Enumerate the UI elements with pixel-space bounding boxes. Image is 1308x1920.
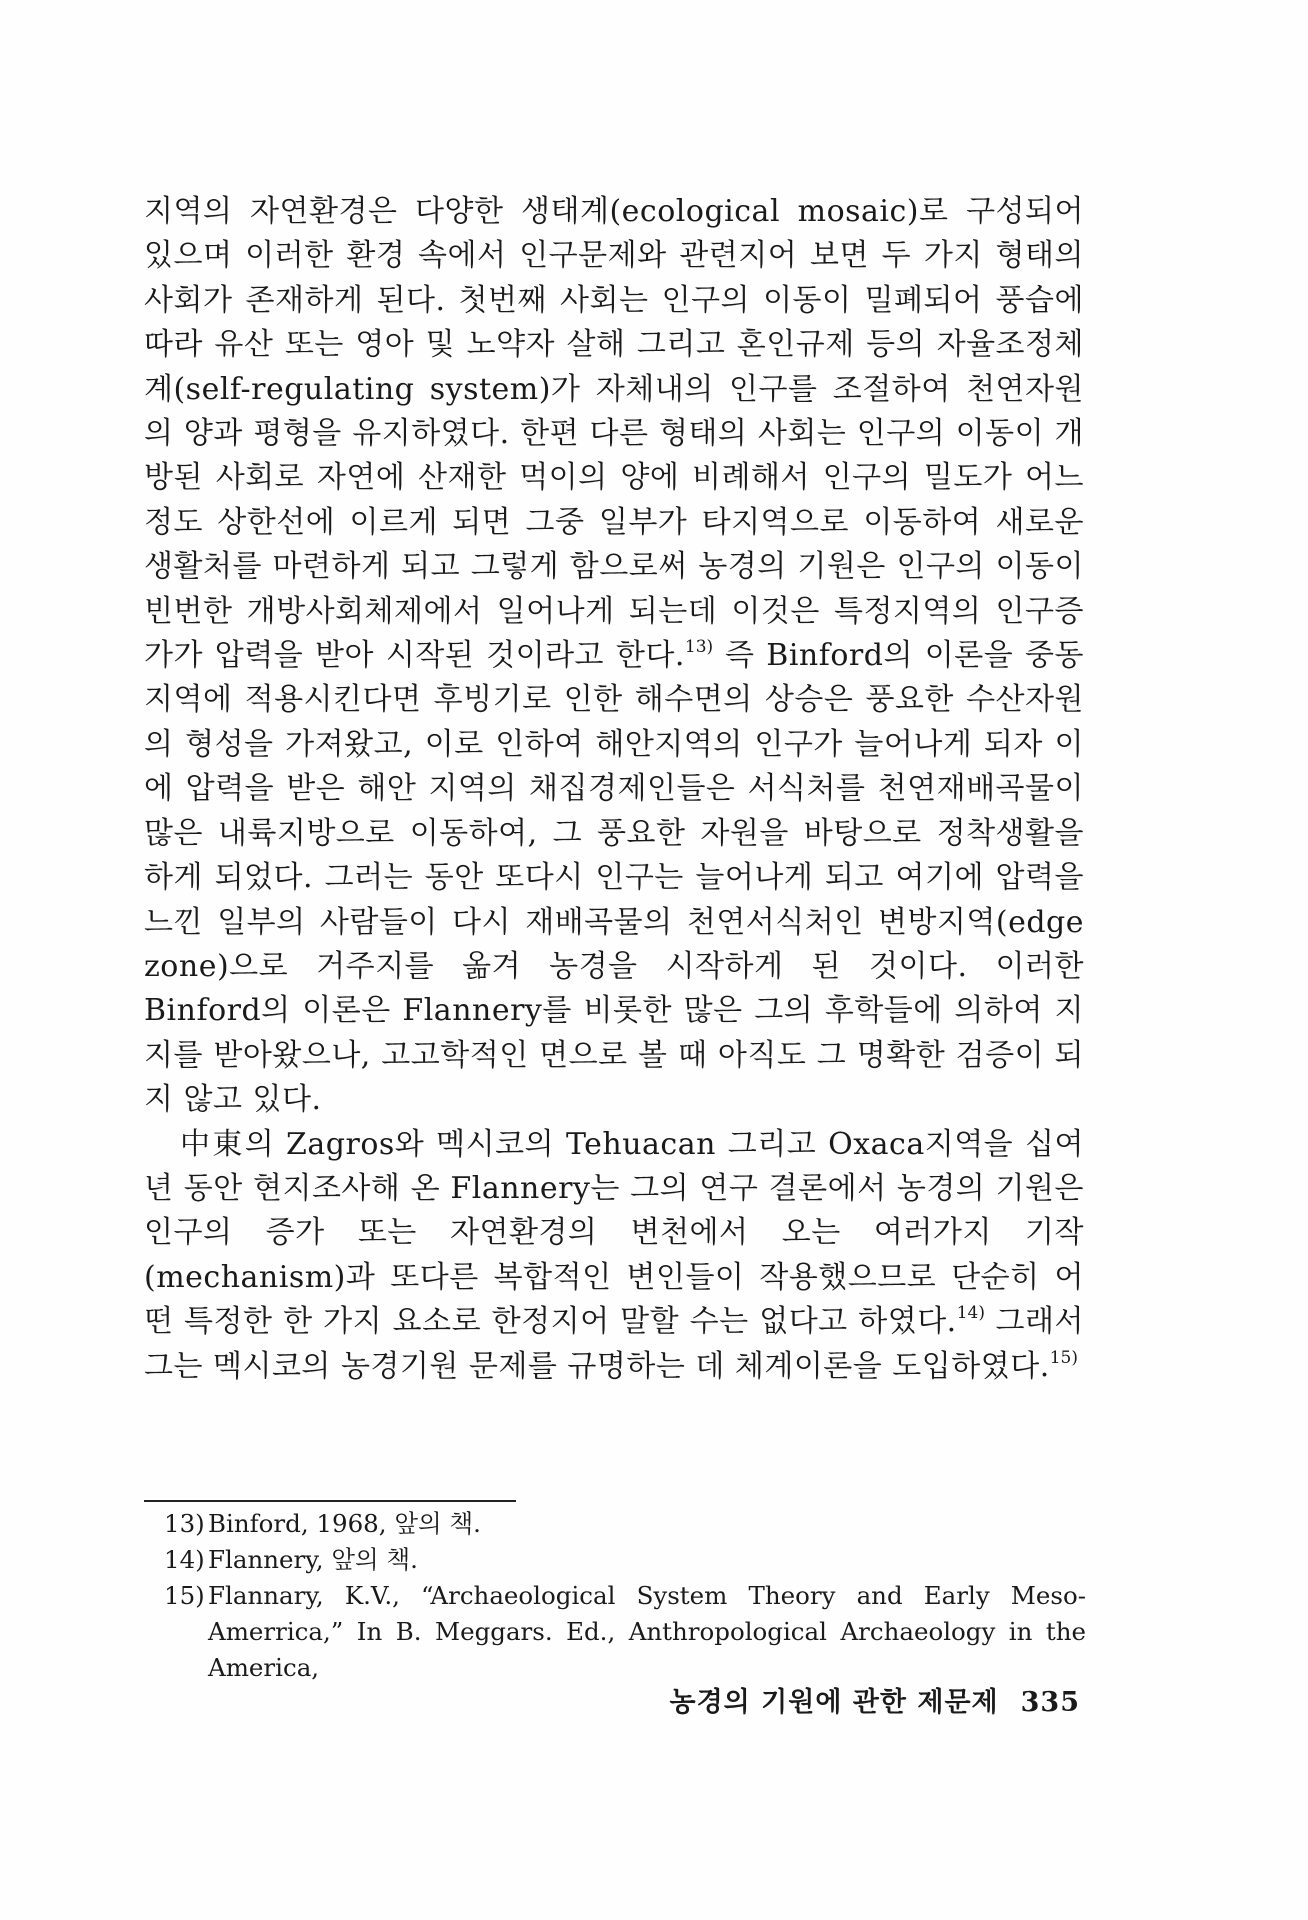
paragraph-1-text: 지역의 자연환경은 다양한 생태계(ecological mosaic)로 구성되어 있으며 이러한 환경 속에서 인구문제와 관련지어 보면 두 가지 형태의 사회가 존재하게 된다. 첫번째 사회는 인구의 이동이 밀폐되어 풍습에 따라 유산 또는 영아 및 노약자 살해 그리고 혼인규제 등의 자율조정체계(self-regulating system)가 자체내의 인구를 조절하여 천연자원의 양과 평형을 유지하였다. 한편 다른 형태의 사회는 인구의 이동이 개방된 사회로 자연에 산재한 먹이의 양에 비례해서 인구의 밀도가 어느 정도 상한선에 이르게 되면 그중 일부가 타지역으로 이동하여 새로운 생활처를 마련하게 되고 그렇게 함으로써 농경의 기원은 인구의 이동이 빈번한 개방사회체제에서 일어나게 되는데 이것은 특정지역의 인구증가가 압력을 받아 시작된 것이라고 한다. [144, 194, 1084, 674]
footnote-ref-13[interactable]: 13) [684, 637, 714, 658]
footnote-number: 14) [164, 1545, 205, 1574]
footnotes [164, 1506, 1086, 1686]
paragraph-1-text-cont: 즉 Binford의 이론을 중동지역에 적용시킨다면 후빙기로 인한 해수면의 상승은 풍요한 수산자원의 형성을 가져왔고, 이로 인하여 해안지역의 인구가 늘어나게 되자 이에 압력을 받은 해안 지역의 채집경제인들은 서식처를 천연재배곡물이 많은 내륙지방으로 이동하여, 그 풍요한 자원을 바탕으로 정착생활을 하게 되었다. 그러는 동안 또다시 인구는 늘어나게 되고 여기에 압력을 느낀 일부의 사람들이 다시 재배곡물의 천연서식처인 변방지역(edge zone)으로 거주지를 옮겨 농경을 시작하게 된 것이다. 이러한 Binford의 이론은 Flannery를 비롯한 많은 그의 후학들에 의하여 지지를 받아왔으나, 고고학적인 면으로 볼 때 아직도 그 명확한 검증이 되지 않고 있다. [144, 638, 1084, 1118]
footnote-item [164, 1542, 1086, 1578]
footnote-item [164, 1578, 1086, 1686]
footnote-ref-15[interactable]: 15) [1049, 1347, 1078, 1368]
paragraph-2-text-cont: 그래서 그는 멕시코의 농경기원 문제를 규명하는 데 체계이론을 도입하였다. [144, 1304, 1084, 1384]
footnote-item [164, 1506, 1086, 1542]
running-footer [670, 1680, 1080, 1719]
footnote-number: 15) [164, 1581, 205, 1610]
footnote-text: Flannery, 앞의 책. [208, 1545, 418, 1574]
footnote-number: 13) [164, 1509, 205, 1538]
paragraph-2 [144, 1123, 1084, 1389]
footnote-divider [144, 1500, 516, 1502]
page-number: 335 [1020, 1687, 1080, 1718]
footnote-text: Binford, 1968, 앞의 책. [208, 1509, 481, 1538]
footnote-text: Flannary, K.V., “Archaeological System Theory and Early Meso-Amerrica,” In B. Meggars. Ed., Anthropological Archaeology in the America, [208, 1581, 1086, 1682]
footnote-ref-14[interactable]: 14) [956, 1303, 985, 1324]
running-title: 농경의 기원에 관한 제문제 [669, 1687, 999, 1718]
paragraph-1 [144, 190, 1084, 1123]
body-text [144, 190, 1084, 1389]
paragraph-2-text: 中東의 Zagros와 멕시코의 Tehuacan 그리고 Oxaca지역을 십여 년 동안 현지조사해 온 Flannery는 그의 연구 결론에서 농경의 기원은 인구의 증가 또는 자연환경의 변천에서 오는 여러가지 기작(mechanism)과 또다른 복합적인 변인들이 작용했으므로 단순히 어떤 특정한 한 가지 요소로 한정지어 말할 수는 없다고 하였다. [144, 1126, 1084, 1340]
